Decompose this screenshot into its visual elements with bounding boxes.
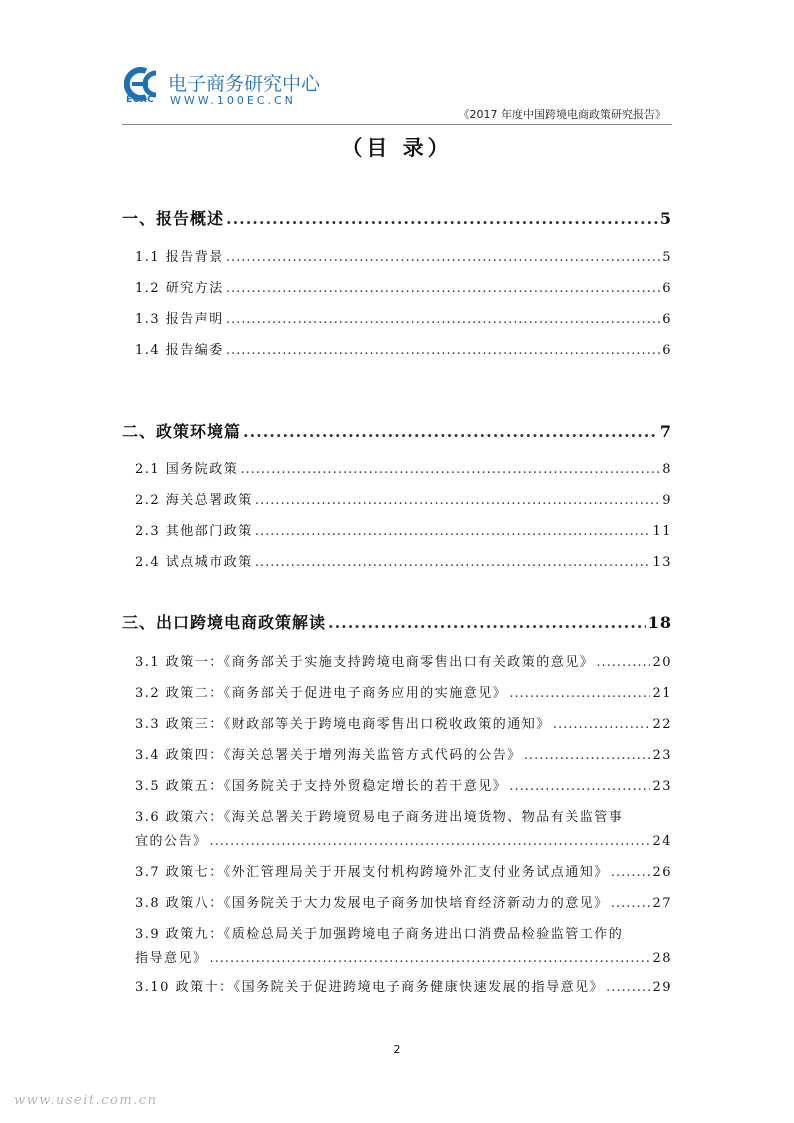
toc-page-number: 9 — [662, 493, 672, 508]
toc-entry-label: 3.4 政策四：《海关总署关于增列海关监管方式代码的公告》 — [135, 748, 522, 763]
dot-leader — [240, 462, 660, 477]
toc-entry[interactable] — [122, 651, 672, 670]
toc-entry-label: 2.2 海关总署政策 — [135, 493, 253, 508]
toc-entry[interactable] — [122, 861, 672, 880]
toc-section-label: 一、报告概述 — [122, 209, 225, 228]
toc-entry-first-line[interactable]: 3.9 政策九：《质检总局关于加强跨境电子商务进出口消费品检验监管工作的 — [135, 927, 624, 942]
watermark: www.useit.com.cn — [14, 1093, 158, 1108]
toc-entry[interactable] — [122, 339, 672, 358]
toc-entry[interactable] — [122, 713, 672, 732]
toc-entry-label: 3.3 政策三：《财政部等关于跨境电商零售出口税收政策的通知》 — [135, 717, 551, 732]
toc-entry[interactable] — [122, 551, 672, 570]
dot-leader — [611, 896, 651, 911]
dot-leader — [606, 980, 650, 995]
toc-entry[interactable] — [122, 277, 672, 296]
dot-leader — [226, 343, 660, 358]
dot-leader — [255, 524, 651, 539]
toc-entry[interactable] — [122, 308, 672, 327]
toc-section-1[interactable] — [122, 206, 672, 229]
dot-leader — [255, 493, 660, 508]
toc-entry[interactable] — [122, 976, 672, 995]
dot-leader — [553, 717, 651, 732]
toc-entry-label: 1.2 研究方法 — [135, 281, 224, 296]
toc-page-number: 20 — [652, 655, 672, 670]
toc-page-number: 6 — [662, 312, 672, 327]
toc-page-number: 23 — [652, 748, 672, 763]
toc-entry-first-line[interactable]: 3.6 政策六：《海关总署关于跨境贸易电子商务进出境货物、物品有关监管事 — [135, 810, 624, 825]
toc-entry-label: 指导意见》 — [135, 951, 208, 966]
toc-section-label: 三、出口跨境电商政策解读 — [122, 613, 327, 632]
toc-entry[interactable] — [122, 775, 672, 794]
toc-page-number: 22 — [652, 717, 672, 732]
header-divider — [122, 124, 672, 125]
toc-page-number: 11 — [652, 524, 672, 539]
dot-leader — [255, 555, 651, 570]
toc-entry-label: 3.1 政策一：《商务部关于实施支持跨境电商零售出口有关政策的意见》 — [135, 655, 595, 670]
toc-page-number: 23 — [652, 779, 672, 794]
dot-leader — [596, 655, 650, 670]
dot-leader — [226, 281, 660, 296]
toc-section-label: 二、政策环境篇 — [122, 422, 242, 441]
toc-entry-label: 2.1 国务院政策 — [135, 462, 239, 477]
toc-entry[interactable] — [122, 682, 672, 701]
toc-entry-label: 3.5 政策五：《国务院关于支持外贸稳定增长的若干意见》 — [135, 779, 508, 794]
toc-entry[interactable] — [122, 520, 672, 539]
toc-page-number: 29 — [652, 980, 672, 995]
toc-entry-label: 3.8 政策八：《国务院关于大力发展电子商务加快培育经济新动力的意见》 — [135, 896, 609, 911]
toc-entry[interactable] — [122, 830, 672, 849]
dot-leader — [509, 686, 650, 701]
toc-page-number: 6 — [662, 281, 672, 296]
toc-page-number: 13 — [652, 555, 672, 570]
logo-abbreviation: ECRC — [126, 95, 155, 105]
toc-entry[interactable] — [122, 489, 672, 508]
ecrc-logo — [124, 67, 324, 107]
dot-leader — [226, 250, 660, 265]
toc-page-number: 8 — [662, 462, 672, 477]
toc-entry-label: 2.4 试点城市政策 — [135, 555, 253, 570]
page-number: 2 — [393, 1043, 401, 1056]
logo-url: WWW.100EC.CN — [170, 94, 296, 107]
toc-section-2[interactable] — [122, 419, 672, 442]
toc-page-number: 26 — [652, 865, 672, 880]
toc-page-number: 5 — [662, 250, 672, 265]
toc-entry-label: 3.10 政策十：《国务院关于促进跨境电子商务健康快速发展的指导意见》 — [135, 980, 605, 995]
toc-entry-label: 宜的公告》 — [135, 834, 208, 849]
toc-entry[interactable] — [122, 744, 672, 763]
toc-entry[interactable] — [122, 458, 672, 477]
dot-leader — [524, 748, 651, 763]
toc-title: （目 录） — [341, 135, 453, 160]
toc-page-number: 5 — [659, 209, 672, 228]
toc-entry[interactable] — [122, 892, 672, 911]
toc-page-number: 27 — [652, 896, 672, 911]
toc-entry-label: 1.4 报告编委 — [135, 343, 224, 358]
toc-entry-label: 1.3 报告声明 — [135, 312, 224, 327]
toc-page-number: 21 — [652, 686, 672, 701]
dot-leader — [509, 779, 650, 794]
toc-entry-label: 1.1 报告背景 — [135, 250, 224, 265]
toc-page-number: 18 — [647, 613, 672, 632]
toc-entry-label: 3.7 政策七：《外汇管理局关于开展支付机构跨境外汇支付业务试点通知》 — [135, 865, 609, 880]
dot-leader — [328, 613, 646, 632]
toc-entry[interactable] — [122, 947, 672, 966]
toc-entry-label: 2.3 其他部门政策 — [135, 524, 253, 539]
dot-leader — [226, 312, 660, 327]
toc-page-number: 24 — [652, 834, 672, 849]
dot-leader — [243, 422, 658, 441]
dot-leader — [611, 865, 651, 880]
toc-entry-label: 3.2 政策二：《商务部关于促进电子商务应用的实施意见》 — [135, 686, 508, 701]
dot-leader — [210, 951, 651, 966]
toc-page-number: 7 — [659, 422, 672, 441]
logo-name: 电子商务研究中心 — [168, 73, 321, 95]
dot-leader — [226, 209, 658, 228]
toc-entry[interactable] — [122, 246, 672, 265]
dot-leader — [210, 834, 651, 849]
toc-page-number: 6 — [662, 343, 672, 358]
toc-section-3[interactable] — [122, 610, 672, 633]
toc-page-number: 28 — [652, 951, 672, 966]
report-title: 《2017 年度中国跨境电商政策研究报告》 — [458, 108, 666, 121]
